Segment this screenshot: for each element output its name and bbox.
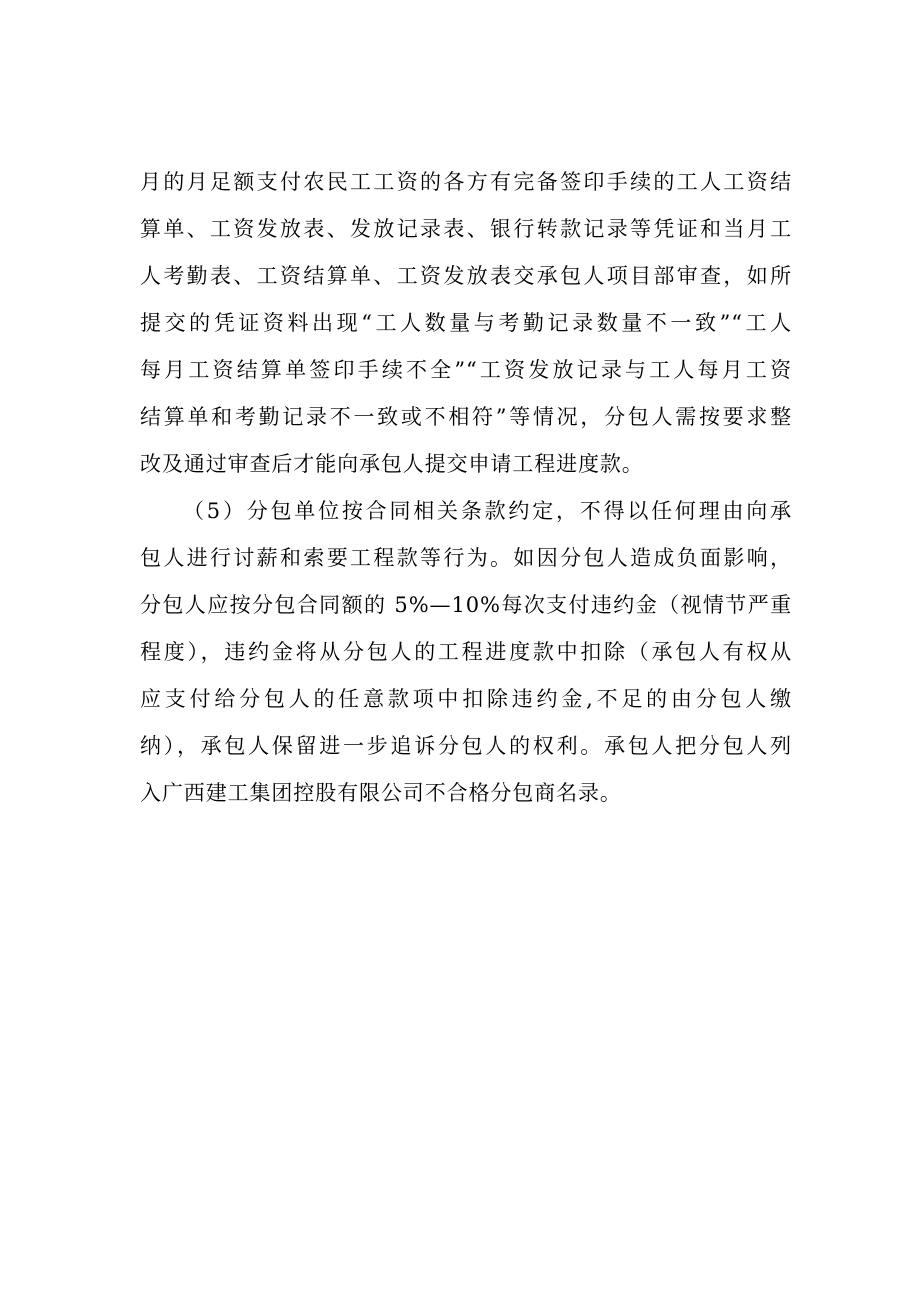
paragraph-line: 每月工资结算单签印手续不全”“工资发放记录与工人每月工资 [140,358,792,382]
paragraph-line: 提交的凭证资料出现“工人数量与考勤记录数量不一致”“工人 [140,311,792,335]
paragraph-line: 包人进行讨薪和索要工程款等行为。如因分包人造成负面影响， [140,546,792,570]
paragraph-line: 月的月足额支付农民工工资的各方有完备签印手续的工人工资结 [140,170,792,194]
paragraph-line: 人考勤表、工资结算单、工资发放表交承包人项目部审查，如所 [140,264,792,288]
paragraph-line: 入广西建工集团控股有限公司不合格分包商名录。 [140,781,622,805]
paragraph-line: 程度），违约金将从分包人的工程进度款中扣除（承包人有权从 [140,640,792,664]
paragraph-line: 改及通过审查后才能向承包人提交申请工程进度款。 [140,452,644,476]
paragraph-line: 结算单和考勤记录不一致或不相符”等情况，分包人需按要求整 [140,405,792,429]
paragraph-line: 应支付给分包人的任意款项中扣除违约金,不足的由分包人缴 [140,687,792,711]
paragraph-line: 算单、工资发放表、发放记录表、银行转款记录等凭证和当月工 [140,217,792,241]
paragraph-line: 分包人应按分包合同额的 5%—10%每次支付违约金（视情节严重 [140,593,792,617]
paragraph-line: （5）分包单位按合同相关条款约定，不得以任何理由向承 [183,499,792,523]
paragraph-line: 纳），承包人保留进一步追诉分包人的权利。承包人把分包人列 [140,734,792,758]
